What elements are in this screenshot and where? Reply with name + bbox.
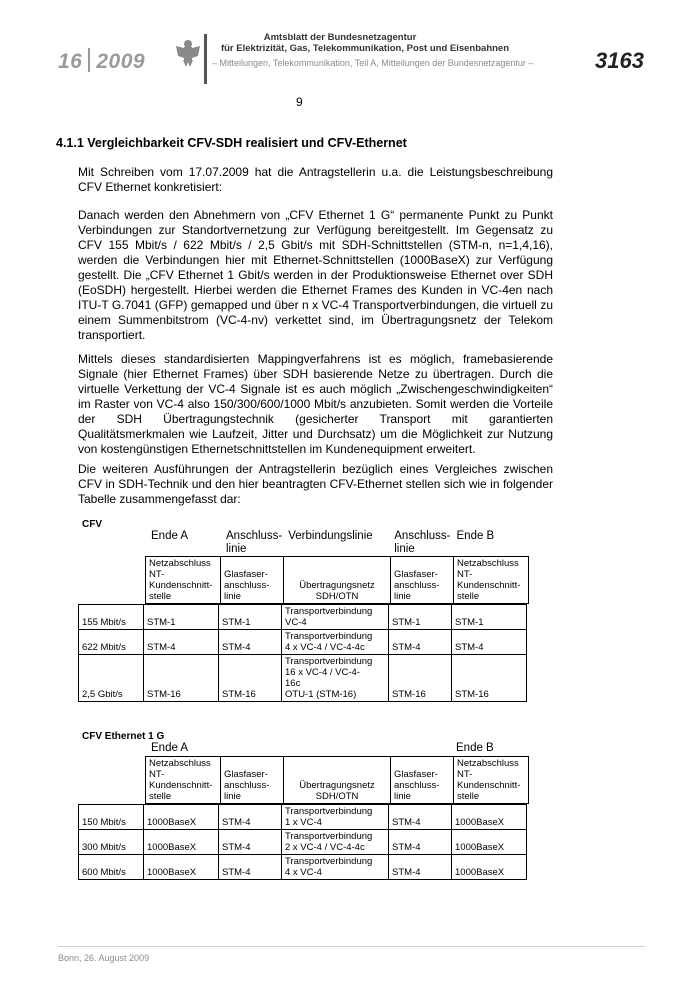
- table-eth-label: CFV Ethernet 1 G: [82, 731, 165, 742]
- table-header-cell: Anschluss- linie: [226, 530, 283, 555]
- table-subheader-cell: Glasfaser- anschluss- linie: [221, 557, 284, 604]
- table-cell: STM-1: [219, 605, 282, 630]
- inner-page-number: 9: [296, 95, 303, 109]
- table-header-cell: [223, 742, 285, 756]
- table-cell: STM-4: [144, 630, 219, 655]
- table-row: [79, 830, 527, 855]
- table-cell: STM-1: [389, 605, 452, 630]
- table-cell: STM-4: [219, 805, 282, 830]
- table-header-cell: [391, 742, 453, 756]
- table-cell: STM-4: [219, 630, 282, 655]
- table-subheader-cell: Übertragungsnetz SDH/OTN: [284, 757, 391, 804]
- table-cell: STM-1: [144, 605, 219, 630]
- table-cell: Transportverbindung 2 x VC-4 / VC-4-4c: [282, 830, 389, 855]
- table-row-rate: 622 Mbit/s: [79, 630, 144, 655]
- table-row: [79, 630, 527, 655]
- table-header-cell: [78, 742, 148, 756]
- table-subheader-cell: Netzabschluss NT- Kundenschnitt- stelle: [146, 757, 221, 804]
- table-subheader-cell: Netzabschluss NT- Kundenschnitt- stelle: [454, 557, 529, 604]
- issue-number: [58, 48, 145, 74]
- table-cell: Transportverbindung VC-4: [282, 605, 389, 630]
- table-subheader-cell: Glasfaser- anschluss- linie: [221, 757, 284, 804]
- table-cfv: [78, 530, 529, 702]
- table-cell: 1000BaseX: [144, 805, 219, 830]
- table-header-cell: Ende A: [151, 742, 189, 754]
- table-row-rate: 150 Mbit/s: [79, 805, 144, 830]
- issue-year: 2009: [96, 50, 146, 73]
- table-cell: STM-16: [389, 655, 452, 702]
- table-cell: Transportverbindung 4 x VC-4: [282, 855, 389, 880]
- table-cell: STM-1: [452, 605, 527, 630]
- table-subheader-cell: Netzabschluss NT- Kundenschnitt- stelle: [146, 557, 221, 604]
- table-cell: 1000BaseX: [144, 855, 219, 880]
- table-cell: STM-4: [219, 855, 282, 880]
- table-cell: Transportverbindung 4 x VC-4 / VC-4-4c: [282, 630, 389, 655]
- paragraph-1: Mit Schreiben vom 17.07.2009 hat die Antragstellerin u.a. die Leistungsbeschreibung CFV Ethernet konkretisiert:: [78, 165, 553, 194]
- section-heading: 4.1.1 Vergleichbarkeit CFV-SDH realisiert und CFV-Ethernet: [56, 136, 407, 150]
- table-cell: STM-16: [219, 655, 282, 702]
- table-subheader-cell: Glasfaser- anschluss- linie: [391, 757, 454, 804]
- table-cell: STM-16: [452, 655, 527, 702]
- gazette-subtitle: für Elektrizität, Gas, Telekommunikation, Post und Eisenbahnen: [220, 43, 510, 54]
- table-cell: 1000BaseX: [452, 830, 527, 855]
- table-row: [79, 855, 527, 880]
- paragraph-4: Die weiteren Ausführungen der Antragstellerin bezüglich eines Vergleiches zwischen CFV in SDH-Technik und den hier beantragten CFV-Ethernet stellen sich wie in folgender Tabelle zusammengefasst dar:: [78, 462, 553, 506]
- table-cell: 1000BaseX: [144, 830, 219, 855]
- table-header-cell: [285, 742, 391, 756]
- table-cell: Transportverbindung 16 x VC-4 / VC-4- 16c OTU-1 (STM-16): [282, 655, 389, 702]
- footer-date: Bonn, 26. August 2009: [58, 953, 150, 963]
- table-row-rate: 155 Mbit/s: [79, 605, 144, 630]
- table-header-cell: Anschluss- linie: [394, 530, 451, 555]
- table-cell: 1000BaseX: [452, 855, 527, 880]
- table-row: [79, 655, 527, 702]
- table-eth: [78, 742, 529, 880]
- table-cell: STM-16: [144, 655, 219, 702]
- table-cell: 1000BaseX: [452, 805, 527, 830]
- issue-separator: [88, 48, 90, 72]
- table-cell: STM-4: [452, 630, 527, 655]
- table-subheader-cell: Glasfaser- anschluss- linie: [391, 557, 454, 604]
- table-subheader-cell: Übertragungsnetz SDH/OTN: [284, 557, 391, 604]
- table-subheader-cell: Netzabschluss NT- Kundenschnitt- stelle: [454, 757, 529, 804]
- paragraph-3: Mittels dieses standardisierten Mappingverfahrens ist es möglich, framebasierende Signale (hier Ethernet Frames) über SDH basierende Netze zu übertragen. Durch die virtuelle Verkettung der VC-4 Signale ist es auch möglich „Zwischengeschwindigkeiten“ im Raster von VC-4 also 150/300/600/1000 Mbit/s anzubieten. Somit werden die Vorteile der SDH Übertragungstechnik (gesicherter Transport mit garantierten Qualitätsmerkmalen wie Laufzeit, Jitter und Durchsatz) um die Möglichkeit zur Nutzung von kostengünstigen Ethernetschnittstellen im Kundenequipment erweitert.: [78, 352, 553, 456]
- table-row: [79, 805, 527, 830]
- table-header-cell: Verbindungslinie: [288, 530, 373, 542]
- gazette-section: – Mitteilungen, Telekommunikation, Teil A, Mitteilungen der Bundesnetzagentur –: [212, 58, 534, 68]
- paragraph-2: Danach werden den Abnehmern von „CFV Ethernet 1 G“ permanente Punkt zu Punkt Verbindungen zur Standortvernetzung zur Verfügung bereitgestellt. Im Gegensatz zu CFV 155 Mbit/s / 622 Mbit/s / 2,5 Gbit/s mit SDH-Schnittstellen (STM-n, n=1,4,16), werden die Verbindungen hier mit Ethernet-Schnittstellen (1000BaseX) zur Verfügung gestellt. Die „CFV Ethernet 1 Gbit/s werden in der Produktionsweise Ethernet over SDH (EoSDH) hergestellt. Hierbei werden die Ethernet Frames des Kunden in VC-4en nach ITU-T G.7041 (GFP) gemapped und über n x VC-4 Transportverbindungen, die virtuell zu einem Summenbitstrom (VC-4-nv) verkettet sind, im Übertragungsnetz der Telekom transportiert.: [78, 208, 553, 342]
- table-header-cell: [78, 530, 148, 556]
- table-cell: STM-4: [389, 805, 452, 830]
- table-row: [79, 605, 527, 630]
- table-cell: STM-4: [389, 830, 452, 855]
- issue: 16: [58, 50, 83, 73]
- table-cell: STM-4: [389, 855, 452, 880]
- table-header-cell: Ende A: [151, 530, 189, 542]
- table-header-cell: Ende B: [456, 530, 495, 542]
- table-cfv-rows: [78, 604, 527, 702]
- table-cfv-label: CFV: [82, 519, 102, 530]
- table-eth-rows: [78, 804, 527, 880]
- gazette-title: Amtsblatt der Bundesnetzagentur: [263, 32, 417, 43]
- page-number: 3163: [595, 48, 644, 73]
- table-row-rate: 600 Mbit/s: [79, 855, 144, 880]
- table-header-cell: Ende B: [456, 742, 494, 754]
- table-cell: STM-4: [389, 630, 452, 655]
- table-cell: Transportverbindung 1 x VC-4: [282, 805, 389, 830]
- footer-divider: [58, 946, 645, 947]
- table-row-rate: 300 Mbit/s: [79, 830, 144, 855]
- table-row-rate: 2,5 Gbit/s: [79, 655, 144, 702]
- table-cell: STM-4: [219, 830, 282, 855]
